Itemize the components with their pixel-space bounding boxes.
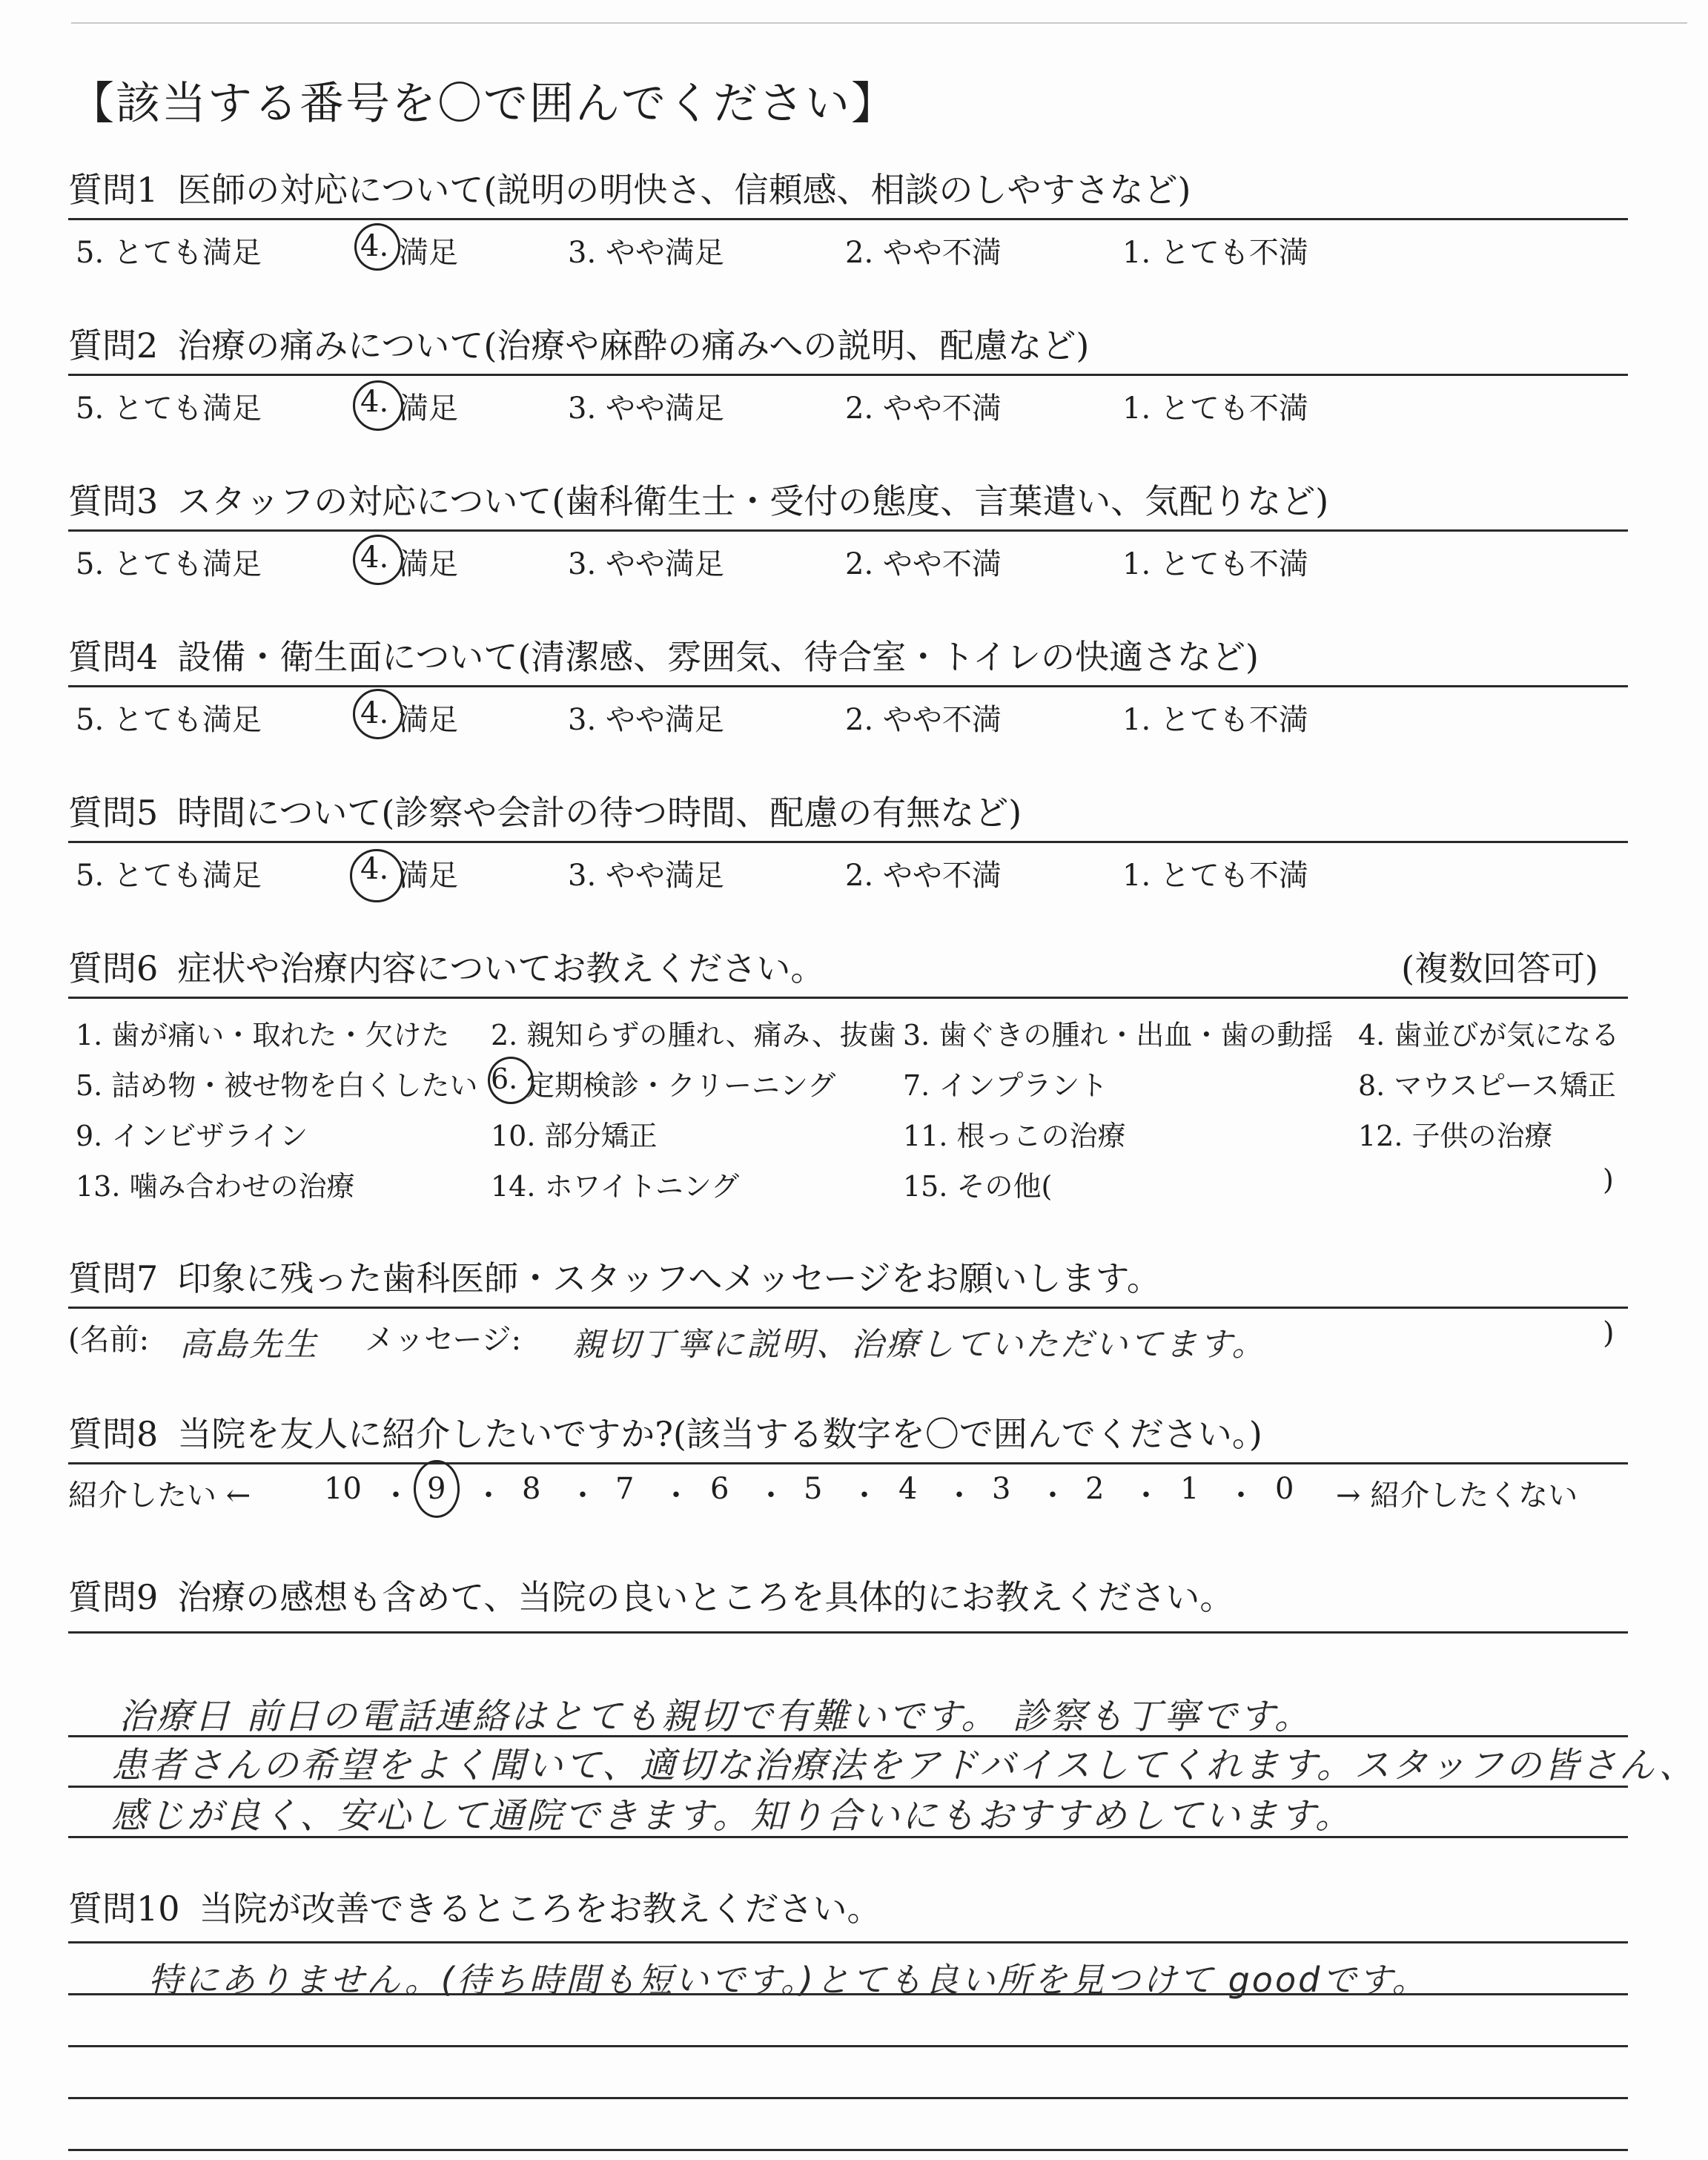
- option-4[interactable]: 4. 歯並びが気になる: [1358, 1019, 1620, 1051]
- choice-2[interactable]: 2. やや不満: [845, 547, 1002, 581]
- scale-10[interactable]: 10: [324, 1472, 362, 1506]
- option-13[interactable]: 13. 噛み合わせの治療: [76, 1170, 355, 1203]
- treatment-options: [68, 999, 1628, 1214]
- choice-4[interactable]: 4.: [360, 852, 389, 886]
- choice-4-label: 満足: [399, 859, 458, 893]
- question-8: [68, 1409, 1628, 1524]
- question-number: 質問2: [68, 326, 159, 366]
- scale-3[interactable]: 3: [992, 1472, 1011, 1506]
- choice-2[interactable]: 2. やや不満: [845, 859, 1002, 893]
- choice-3[interactable]: 3. やや満足: [568, 392, 724, 426]
- answer-line: [68, 2149, 1628, 2151]
- name-value[interactable]: 高島先生: [179, 1326, 319, 1364]
- scale-2[interactable]: 2: [1085, 1472, 1105, 1506]
- question-9: [68, 1572, 1628, 1622]
- q9-answer-line-3[interactable]: 感じが良く、安心して通院できます。知り合いにもおすすめしています。: [111, 1795, 1353, 1837]
- question-10: [68, 1883, 1628, 1934]
- rating-choices: [68, 532, 1628, 584]
- scale-dot: ・: [944, 1479, 974, 1513]
- choice-2[interactable]: 2. やや不満: [845, 703, 1002, 737]
- scale-4[interactable]: 4: [898, 1472, 918, 1506]
- choice-3[interactable]: 3. やや満足: [568, 236, 724, 270]
- choice-5[interactable]: 5. とても満足: [76, 859, 262, 893]
- scale-dot: ・: [1131, 1479, 1161, 1513]
- option-9[interactable]: 9. インビザライン: [76, 1120, 308, 1152]
- question-text: 時間について(診察や会計の待つ時間、配慮の有無など): [177, 793, 1022, 833]
- rating-choices: [68, 220, 1628, 272]
- option-12[interactable]: 12. 子供の治療: [1358, 1120, 1553, 1152]
- question-text: 当院が改善できるところをお教えください。: [199, 1889, 881, 1929]
- question-text: 当院を友人に紹介したいですか?(該当する数字を〇で囲んでください。): [177, 1414, 1262, 1454]
- scale-6[interactable]: 6: [710, 1472, 729, 1506]
- scale-dot: ・: [756, 1479, 786, 1513]
- choice-4-label: 満足: [399, 236, 458, 270]
- question-text: スタッフの対応について(歯科衛生士・受付の態度、言葉遣い、気配りなど): [177, 481, 1329, 521]
- question-text: 印象に残った歯科医師・スタッフへメッセージをお願いします。: [177, 1258, 1161, 1298]
- option-3[interactable]: 3. 歯ぐきの腫れ・出血・歯の動揺: [903, 1019, 1334, 1051]
- scale-dot: ・: [661, 1479, 691, 1513]
- scale-dot: ・: [474, 1479, 503, 1513]
- scale-dot: ・: [1226, 1479, 1256, 1513]
- question-number: 質問6: [68, 948, 159, 988]
- choice-4-label: 満足: [399, 392, 458, 426]
- recommend-scale: [68, 1464, 1628, 1524]
- scale-dot: ・: [1038, 1479, 1068, 1513]
- q9-answer-line-2[interactable]: 患者さんの希望をよく聞いて、適切な治療法をアドバイスしてくれます。スタッフの皆さん、: [111, 1745, 1697, 1786]
- scale-dot: ・: [568, 1479, 598, 1513]
- choice-4[interactable]: 4.: [360, 541, 389, 575]
- message-value[interactable]: 親切丁寧に説明、治療していただいてます。: [572, 1326, 1267, 1364]
- top-border: [71, 22, 1687, 24]
- q9-answer-line-1[interactable]: 治療日 前日の電話連絡はとても親切で有難いです。 診察も丁寧です。: [119, 1696, 1312, 1737]
- question-number: 質問9: [68, 1577, 159, 1617]
- option-6[interactable]: 6.: [491, 1063, 518, 1095]
- form-title: 【該当する番号を〇で囲んでください】: [70, 78, 897, 130]
- choice-4-label: 満足: [399, 703, 458, 737]
- choice-3[interactable]: 3. やや満足: [568, 703, 724, 737]
- choice-1[interactable]: 1. とても不満: [1122, 547, 1308, 581]
- question-number: 質問4: [68, 637, 159, 677]
- question-6: [68, 943, 1628, 1214]
- choice-3[interactable]: 3. やや満足: [568, 859, 724, 893]
- question-7: [68, 1253, 1628, 1364]
- scale-7[interactable]: 7: [615, 1472, 635, 1506]
- choice-1[interactable]: 1. とても不満: [1122, 236, 1308, 270]
- choice-5[interactable]: 5. とても満足: [76, 703, 262, 737]
- recommend-left-label: 紹介したい ←: [68, 1479, 251, 1513]
- choice-5[interactable]: 5. とても満足: [76, 547, 262, 581]
- choice-5[interactable]: 5. とても満足: [76, 236, 262, 270]
- message-label: メッセージ:: [365, 1323, 522, 1357]
- name-label: (名前:: [68, 1323, 150, 1357]
- option-7[interactable]: 7. インプラント: [903, 1069, 1108, 1102]
- rating-choices: [68, 376, 1628, 428]
- answer-line: [68, 1631, 1628, 1634]
- scale-dot: ・: [850, 1479, 879, 1513]
- option-2[interactable]: 2. 親知らずの腫れ、痛み、抜歯: [491, 1019, 896, 1051]
- option-8[interactable]: 8. マウスピース矯正: [1358, 1069, 1616, 1102]
- question-4: [68, 632, 1628, 739]
- recommend-right-label: → 紹介したくない: [1336, 1479, 1578, 1513]
- choice-5[interactable]: 5. とても満足: [76, 392, 262, 426]
- question-text: 治療の痛みについて(治療や麻酔の痛みへの説明、配慮など): [177, 326, 1090, 366]
- choice-2[interactable]: 2. やや不満: [845, 392, 1002, 426]
- rating-choices: [68, 687, 1628, 739]
- choice-3[interactable]: 3. やや満足: [568, 547, 724, 581]
- q10-answer-line-1[interactable]: 特にありません。(待ち時間も短いです。)とても良い所を見つけて goodです。: [148, 1960, 1429, 2000]
- multiple-answers-note: (複数回答可): [1401, 948, 1598, 988]
- question-text: 設備・衛生面について(清潔感、雰囲気、待合室・トイレの快適さなど): [177, 637, 1259, 677]
- scale-dot: ・: [381, 1479, 411, 1513]
- answer-line: [68, 1836, 1628, 1838]
- choice-4[interactable]: 4.: [360, 229, 389, 263]
- message-line: [68, 1309, 1628, 1364]
- option-11[interactable]: 11. 根っこの治療: [903, 1120, 1126, 1152]
- question-number: 質問3: [68, 481, 159, 521]
- choice-1[interactable]: 1. とても不満: [1122, 392, 1308, 426]
- option-1[interactable]: 1. 歯が痛い・取れた・欠けた: [76, 1019, 450, 1051]
- answer-line: [68, 2097, 1628, 2099]
- question-number: 質問8: [68, 1414, 159, 1454]
- scale-0[interactable]: 0: [1275, 1472, 1294, 1506]
- choice-4[interactable]: 4.: [360, 696, 389, 730]
- question-number: 質問10: [68, 1889, 180, 1929]
- answer-line: [68, 1993, 1628, 1995]
- question-5: [68, 787, 1628, 895]
- scale-9[interactable]: 9: [427, 1472, 446, 1506]
- question-3: [68, 476, 1628, 584]
- answer-line: [68, 1941, 1628, 1943]
- option-10[interactable]: 10. 部分矯正: [491, 1120, 658, 1152]
- rating-choices: [68, 843, 1628, 895]
- question-number: 質問7: [68, 1258, 159, 1298]
- option-5[interactable]: 5. 詰め物・被せ物を白くしたい: [76, 1069, 478, 1102]
- option-14[interactable]: 14. ホワイトニング: [491, 1170, 740, 1203]
- choice-2[interactable]: 2. やや不満: [845, 236, 1002, 270]
- choice-1[interactable]: 1. とても不満: [1122, 859, 1308, 893]
- scale-5[interactable]: 5: [804, 1472, 823, 1506]
- choice-4[interactable]: 4.: [360, 385, 389, 419]
- message-close: ): [1603, 1316, 1615, 1350]
- option-15-close: ): [1603, 1163, 1614, 1196]
- question-number: 質問5: [68, 793, 159, 833]
- question-text: 医師の対応について(説明の明快さ、信頼感、相談のしやすさなど): [177, 170, 1191, 210]
- choice-4-label: 満足: [399, 547, 458, 581]
- choice-1[interactable]: 1. とても不満: [1122, 703, 1308, 737]
- answer-line: [68, 2045, 1628, 2047]
- option-15[interactable]: 15. その他(: [903, 1170, 1053, 1203]
- scale-1[interactable]: 1: [1180, 1472, 1199, 1506]
- question-1: [68, 165, 1628, 272]
- question-2: [68, 320, 1628, 428]
- question-text: 症状や治療内容についてお教えください。: [177, 948, 825, 988]
- option-6-label: 定期検診・クリーニング: [526, 1069, 836, 1102]
- question-text: 治療の感想も含めて、当院の良いところを具体的にお教えください。: [177, 1577, 1234, 1617]
- question-number: 質問1: [68, 170, 159, 210]
- scale-8[interactable]: 8: [522, 1472, 541, 1506]
